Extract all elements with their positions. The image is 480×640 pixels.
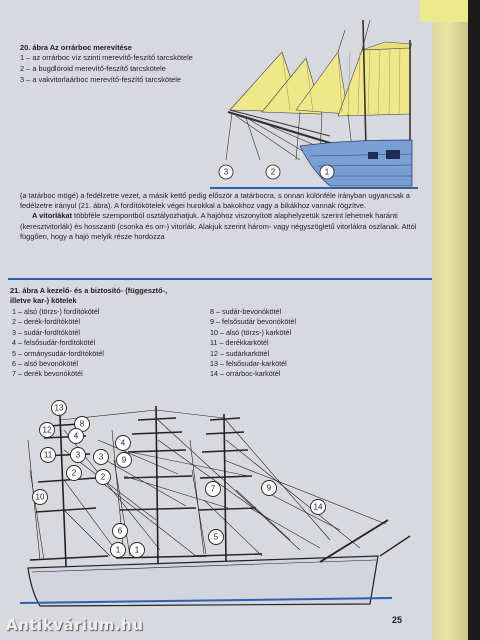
- figure-20-caption: 20. ábra Az orrárboc merevítése: [20, 43, 132, 52]
- svg-text:9: 9: [121, 455, 127, 465]
- legend-item: 1 – alsó (törzs-) fordítókötél: [12, 307, 100, 316]
- marker-4: [116, 436, 131, 451]
- legend-item: 14 – orrárboc-karkötél: [210, 369, 281, 379]
- svg-text:9: 9: [266, 483, 272, 493]
- legend-item: 13 – felsősudar-karkötél: [210, 359, 287, 369]
- svg-text:4: 4: [73, 431, 79, 441]
- svg-text:1: 1: [134, 545, 140, 555]
- marker-3: [94, 450, 109, 465]
- marker-12: [40, 423, 55, 438]
- svg-text:5: 5: [213, 532, 219, 542]
- svg-text:1: 1: [115, 545, 121, 555]
- marker-14: [311, 500, 326, 515]
- marker-2: [96, 470, 111, 485]
- marker-2: [67, 466, 82, 481]
- body-paragraph-lead: A vitorlákat: [32, 211, 72, 221]
- figure-21-caption: 21. ábra A kezelő- és a biztosító- (függesztő-,: [10, 286, 168, 295]
- svg-text:3: 3: [98, 452, 104, 462]
- legend-item: 4 – felsősudár-fordítókötél: [12, 338, 96, 348]
- figure-21-caption-line2: illetve kar-) kötelek: [10, 296, 77, 305]
- marker-1: [130, 543, 145, 558]
- marker-9: [262, 481, 277, 496]
- legend-item: 2 – derék-fordítókötél: [12, 317, 80, 327]
- legend-item: 5 – ormánysudár-fordítókötél: [12, 348, 104, 358]
- legend-item: 3 – sudár-fordítókötél: [12, 327, 80, 337]
- svg-text:8: 8: [79, 419, 85, 429]
- watermark: Antikvárium.hu: [6, 616, 144, 634]
- marker-4: [69, 429, 84, 444]
- svg-text:10: 10: [35, 492, 45, 502]
- svg-text:12: 12: [42, 425, 52, 435]
- svg-text:7: 7: [210, 484, 216, 494]
- legend-item: 10 – alsó (törzs-) karkötél: [210, 327, 292, 337]
- marker-13: [52, 401, 67, 416]
- marker-3: [71, 448, 86, 463]
- svg-text:11: 11: [43, 450, 53, 460]
- svg-text:3: 3: [223, 167, 229, 177]
- figure-20-legend-item: 3 – a vakvitorlaárboc merevítő-feszítő tarcskötele: [20, 75, 182, 84]
- figure-20-legend-item: 1 – az orrárboc víz szinti merevítő-feszítő tarcskötele: [20, 53, 193, 62]
- marker-9: [117, 453, 132, 468]
- legend-item: 8 – sudár-bevonókötél: [210, 307, 282, 316]
- legend-item: 9 – felsősudár bevonókötél: [210, 317, 296, 327]
- marker-5: [209, 530, 224, 545]
- marker-11: [41, 448, 56, 463]
- svg-text:13: 13: [54, 403, 64, 413]
- svg-text:3: 3: [75, 450, 81, 460]
- svg-text:1: 1: [324, 167, 330, 177]
- marker-7: [206, 482, 221, 497]
- page-number: 25: [392, 615, 403, 625]
- legend-item: 7 – derék bevonókötél: [12, 369, 83, 379]
- svg-text:2: 2: [270, 167, 276, 177]
- marker-10: [33, 490, 48, 505]
- legend-item: 11 – derékkarkötél: [210, 338, 269, 348]
- body-paragraph: (a tatárboc mögé) a fedélzetre vezet, a másik kettő pedig először a tatárbocra, s onnan különféle irányban ugyancsak a fedélzetre irányul (21. ábra). A fordítókötelek végei hurokkal a bakokhoz vagy a bikákhoz vannak rögzítve.: [20, 191, 410, 211]
- legend-item: 12 – sudárkarkötél: [210, 348, 270, 358]
- figure-20-legend-item: 2 – a bugdlóroid merevítő-feszítő tarcskötele: [20, 64, 166, 73]
- svg-text:14: 14: [313, 502, 323, 512]
- svg-text:6: 6: [117, 526, 123, 536]
- svg-text:4: 4: [120, 438, 126, 448]
- svg-text:2: 2: [71, 468, 77, 478]
- marker-1: [111, 543, 126, 558]
- svg-text:2: 2: [100, 472, 106, 482]
- marker-6: [113, 524, 128, 539]
- legend-item: 6 – alsó bevonókötél: [12, 359, 78, 369]
- body-paragraph-text: többféle szempontból osztályozhatjuk. A hajóhoz viszonyított alaphelyzetük szerint lehetnek haránti (keresztvitorlák) és hosszanti (csonka és orr-) vitorlák. Alakjuk szerint három- vagy négyszögletű vitorlákra oszlanak. Attól függően, hogy a hajó melyik része hordozza: [20, 211, 417, 241]
